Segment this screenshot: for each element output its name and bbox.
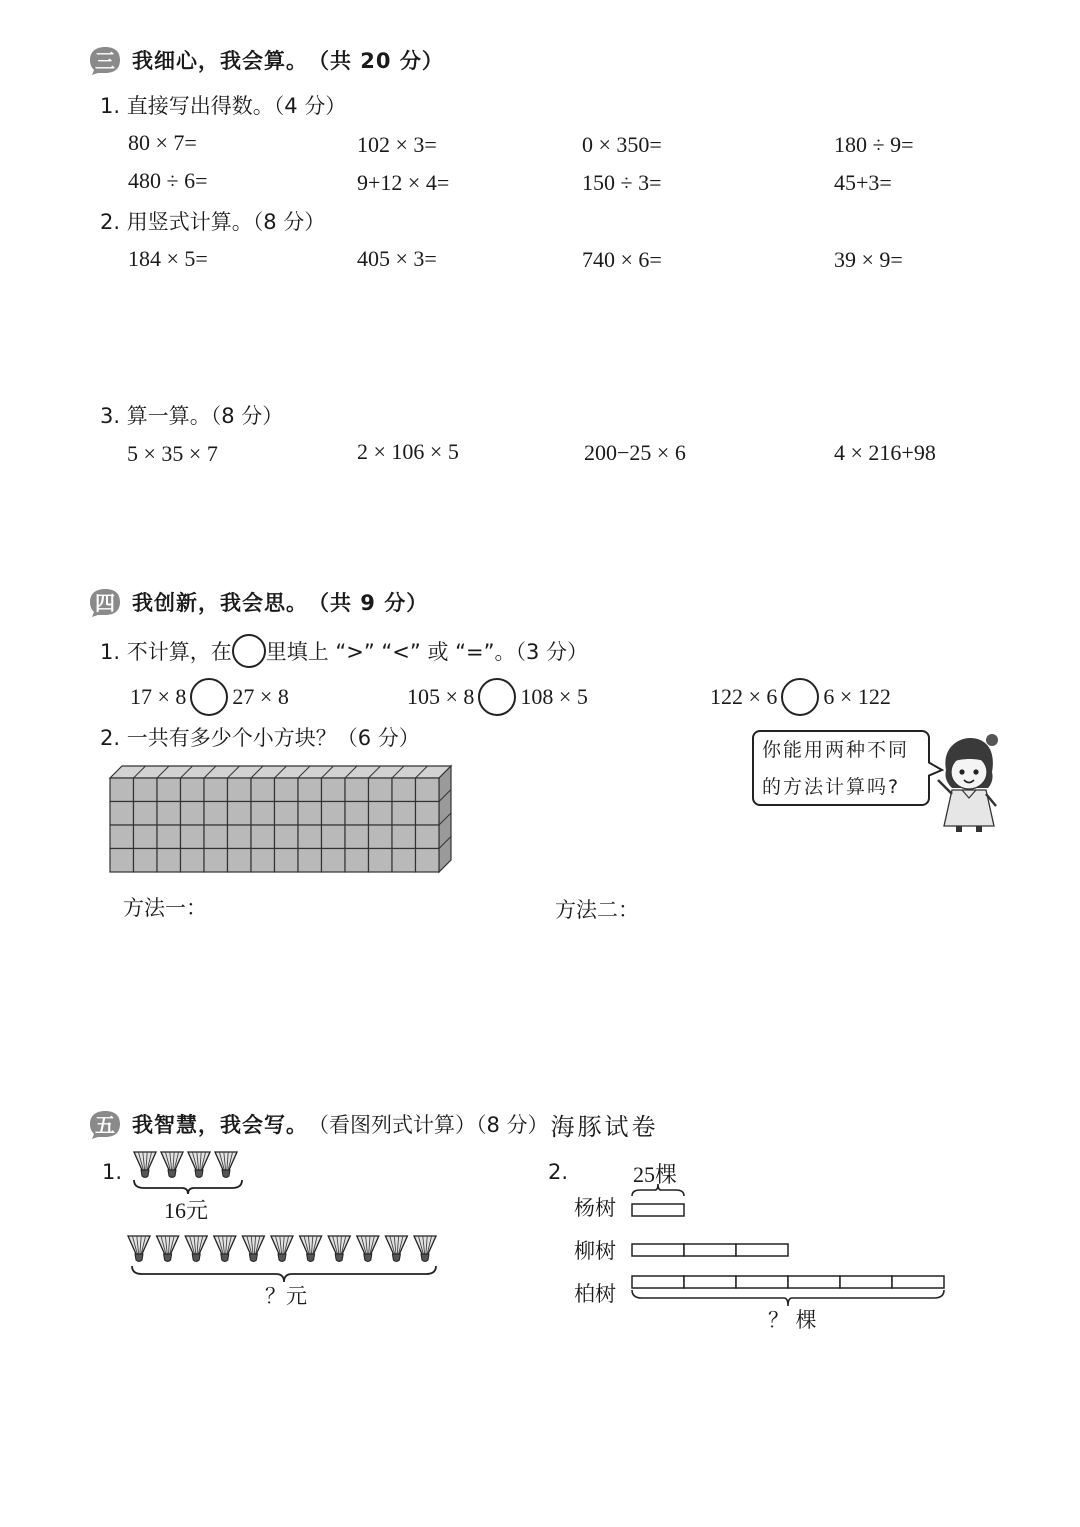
small-cube <box>181 825 205 849</box>
section-badge-text: 五 <box>95 1113 115 1137</box>
small-cube <box>110 849 134 873</box>
oral-calc-item: 480 ÷ 6= <box>128 168 208 193</box>
small-cube <box>369 825 393 849</box>
problem-1-number: 1. <box>102 1160 123 1184</box>
section-5-header <box>86 1106 659 1142</box>
bar-segment <box>632 1276 684 1288</box>
bar-segment <box>632 1244 684 1256</box>
small-cube <box>110 778 134 802</box>
question-4-2-label: 2. 一共有多少个小方块？（6 分） <box>100 726 420 750</box>
answer-circle[interactable] <box>478 678 516 716</box>
shuttlecock-icon <box>161 1152 183 1178</box>
mixed-calc-item: 2 × 106 × 5 <box>357 439 459 464</box>
shuttlecock-icon <box>242 1236 264 1262</box>
small-cube <box>181 802 205 826</box>
bar-segment <box>684 1276 736 1288</box>
shuttlecock-icon <box>328 1236 350 1262</box>
section-points: （看图列式计算）（8 分） <box>308 1113 549 1137</box>
shuttlecock-icon <box>385 1236 407 1262</box>
oral-calc-item: 80 × 7= <box>128 130 197 155</box>
watermark-text: 海豚试卷 <box>550 1112 659 1141</box>
compare-item: 17 × 8 27 × 8 <box>130 678 289 716</box>
shuttlecock-icon <box>214 1236 236 1262</box>
bar-segment <box>840 1276 892 1288</box>
small-cube <box>134 825 158 849</box>
small-cube <box>369 778 393 802</box>
bar-segment <box>892 1276 944 1288</box>
shuttlecock-icon <box>357 1236 379 1262</box>
shuttlecock-icon <box>271 1236 293 1262</box>
question-3-2-label: 2. 用竖式计算。（8 分） <box>100 210 326 234</box>
girl-cartoon-icon <box>932 730 1004 832</box>
answer-circle[interactable] <box>190 678 228 716</box>
section-title: 我创新，我会思。 <box>132 591 308 615</box>
bar-segment <box>736 1244 788 1256</box>
section-3-header <box>86 42 444 78</box>
compare-item: 122 × 6 6 × 122 <box>710 678 891 716</box>
unit-brace <box>632 1184 684 1196</box>
shuttlecock-icon <box>300 1236 322 1262</box>
section-badge-text: 三 <box>95 49 115 73</box>
small-cube <box>298 802 322 826</box>
small-cube <box>416 778 440 802</box>
section-4-header <box>86 584 428 620</box>
vertical-calc-item: 740 × 6= <box>582 247 662 272</box>
shuttlecock-icon <box>157 1236 179 1262</box>
problem-2-number: 2. <box>548 1160 569 1184</box>
oral-calc-item: 0 × 350= <box>582 132 662 157</box>
small-cube <box>345 778 369 802</box>
compare-item: 105 × 8 108 × 5 <box>407 678 588 716</box>
oral-calc-item: 9+12 × 4= <box>357 170 450 195</box>
small-cube <box>275 802 299 826</box>
small-cube <box>228 849 252 873</box>
small-cube <box>110 802 134 826</box>
small-cube <box>204 802 228 826</box>
small-cube <box>251 802 275 826</box>
small-cube <box>416 802 440 826</box>
small-cube <box>392 825 416 849</box>
small-cube <box>251 825 275 849</box>
oral-calc-item: 102 × 3= <box>357 132 437 157</box>
shuttlecock-icon <box>185 1236 207 1262</box>
total-trees-question: ？ 棵 <box>768 1308 817 1332</box>
small-cube <box>134 849 158 873</box>
oral-calc-item: 45+3= <box>834 170 892 195</box>
small-cube <box>181 778 205 802</box>
section-title: 我细心，我会算。 <box>132 49 308 73</box>
small-cube <box>345 849 369 873</box>
small-cube <box>181 849 205 873</box>
bar-segment <box>684 1244 736 1256</box>
shuttlecock-icon <box>414 1236 436 1262</box>
small-cube <box>416 825 440 849</box>
method-2-label: 方法二： <box>555 898 639 922</box>
price-label: 16元 <box>164 1198 209 1223</box>
speech-bubble: 你能用两种不同的方法计算吗? <box>752 730 930 806</box>
oral-calc-item: 180 ÷ 9= <box>834 132 914 157</box>
cube-block-figure <box>106 762 458 874</box>
small-cube <box>204 825 228 849</box>
small-cube <box>134 778 158 802</box>
small-cube <box>322 849 346 873</box>
oral-calc-item: 150 ÷ 3= <box>582 170 662 195</box>
small-cube <box>204 849 228 873</box>
vertical-calc-item: 405 × 3= <box>357 246 437 271</box>
small-cube <box>275 778 299 802</box>
small-cube <box>228 778 252 802</box>
small-cube <box>416 849 440 873</box>
small-cube <box>392 802 416 826</box>
mixed-calc-item: 4 × 216+98 <box>834 440 936 465</box>
small-cube <box>369 849 393 873</box>
small-cube <box>322 778 346 802</box>
mixed-calc-item: 5 × 35 × 7 <box>127 441 218 466</box>
small-cube <box>322 802 346 826</box>
vertical-calc-item: 184 × 5= <box>128 246 208 271</box>
tree-row-label: 柳树 <box>574 1239 616 1263</box>
small-cube <box>157 825 181 849</box>
shuttlecock-icon <box>215 1152 237 1178</box>
answer-circle[interactable] <box>781 678 819 716</box>
mixed-calc-item: 200−25 × 6 <box>584 440 686 465</box>
shuttlecock-icon <box>134 1152 156 1178</box>
small-cube <box>345 802 369 826</box>
bar-segment <box>788 1276 840 1288</box>
total-price-question: ？元 <box>265 1284 307 1308</box>
tree-row-label: 柏树 <box>574 1282 616 1306</box>
unit-label: 25棵 <box>633 1162 678 1187</box>
small-cube <box>204 778 228 802</box>
shuttlecock-group-2 <box>126 1234 442 1284</box>
section-badge-text: 四 <box>95 591 115 615</box>
question-4-1-label: 1. 不计算，在 里填上 “>” “<” 或 “=”。（3 分） <box>100 634 588 668</box>
question-3-1-label: 1. 直接写出得数。（4 分） <box>100 94 347 118</box>
question-3-3-label: 3. 算一算。（8 分） <box>100 404 284 428</box>
section-points: （共 20 分） <box>308 49 444 73</box>
small-cube <box>110 825 134 849</box>
small-cube <box>322 825 346 849</box>
bar-segment <box>632 1204 684 1216</box>
small-cube <box>275 849 299 873</box>
small-cube <box>157 802 181 826</box>
small-cube <box>157 778 181 802</box>
tree-bar-diagram <box>626 1184 950 1308</box>
small-cube <box>251 849 275 873</box>
small-cube <box>392 778 416 802</box>
section-title: 我智慧，我会写。 <box>132 1113 308 1137</box>
small-cube <box>275 825 299 849</box>
small-cube <box>251 778 275 802</box>
small-cube <box>228 802 252 826</box>
shuttlecock-icon <box>188 1152 210 1178</box>
tree-row-label: 杨树 <box>574 1196 616 1220</box>
vertical-calc-item: 39 × 9= <box>834 247 903 272</box>
shuttlecock-icon <box>128 1236 150 1262</box>
small-cube <box>392 849 416 873</box>
small-cube <box>134 802 158 826</box>
small-cube <box>157 849 181 873</box>
method-1-label: 方法一： <box>123 896 207 920</box>
bar-segment <box>736 1276 788 1288</box>
small-cube <box>298 849 322 873</box>
small-cube <box>228 825 252 849</box>
small-cube <box>345 825 369 849</box>
small-cube <box>298 778 322 802</box>
answer-circle-icon <box>232 634 266 668</box>
small-cube <box>369 802 393 826</box>
section-points: （共 9 分） <box>308 591 429 615</box>
shuttlecock-group-1 <box>130 1150 246 1194</box>
small-cube <box>298 825 322 849</box>
